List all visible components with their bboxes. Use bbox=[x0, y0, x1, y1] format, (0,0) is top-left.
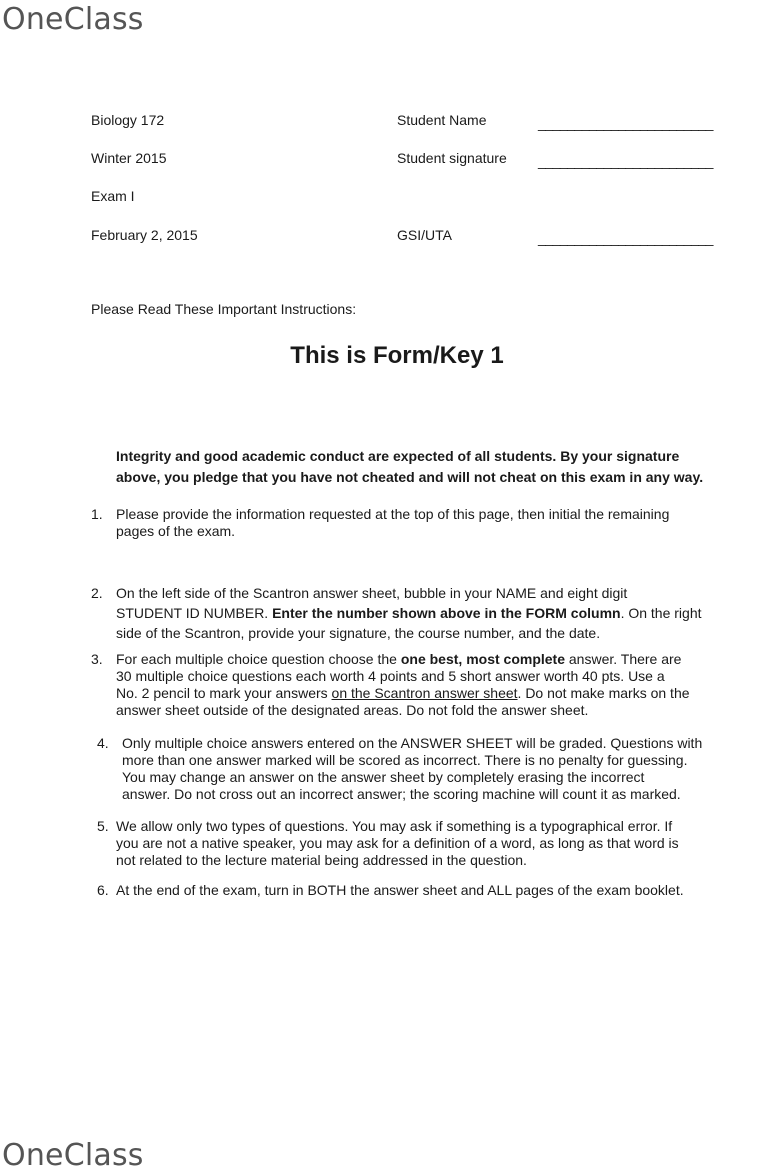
item-text: . Do not make marks on the bbox=[517, 685, 690, 701]
item-line: Only multiple choice answers entered on the ANSWER SHEET will be graded. Questions with bbox=[122, 735, 703, 751]
student-name-label: Student Name bbox=[397, 112, 487, 128]
item-line: 30 multiple choice questions each worth 4 points and 5 short answer worth 40 pts. Use a bbox=[116, 668, 665, 684]
item-number: 5. bbox=[97, 818, 109, 834]
leaf-icon: O bbox=[2, 2, 26, 37]
item-number: 2. bbox=[91, 585, 103, 601]
oneclass-logo-top bbox=[2, 2, 144, 37]
item-line: more than one answer marked will be scored as incorrect. There is no penalty for guessing. bbox=[122, 752, 688, 768]
leaf-icon: O bbox=[2, 1138, 26, 1173]
item-text: STUDENT ID NUMBER. bbox=[116, 605, 273, 621]
item-line: At the end of the exam, turn in BOTH the answer sheet and ALL pages of the exam booklet. bbox=[116, 882, 684, 898]
gsi-label: GSI/UTA bbox=[397, 227, 452, 243]
course-label: Biology 172 bbox=[91, 112, 165, 128]
item-text: No. 2 pencil to mark your answers bbox=[116, 685, 332, 701]
date-label: February 2, 2015 bbox=[91, 227, 198, 243]
item-line: not related to the lecture material being addressed in the question. bbox=[116, 852, 527, 868]
term-label: Winter 2015 bbox=[91, 150, 167, 166]
item-line: side of the Scantron, provide your signature, the course number, and the date. bbox=[116, 625, 601, 641]
item-emphasis: Enter the number shown above in the FORM column bbox=[272, 605, 621, 621]
item-line: you are not a native speaker, you may ask for a definition of a word, as long as that word is bbox=[116, 835, 679, 851]
student-signature-field[interactable]: ________________________ bbox=[538, 153, 713, 169]
item-line: answer. Do not cross out an incorrect answer; the scoring machine will count it as marked. bbox=[122, 786, 681, 802]
item-text: answer. There are bbox=[565, 651, 682, 667]
integrity-line: above, you pledge that you have not cheated and will not cheat on this exam in any way. bbox=[116, 469, 704, 485]
item-line: answer sheet outside of the designated areas. Do not fold the answer sheet. bbox=[116, 702, 589, 718]
item-text: For each multiple choice question choose the bbox=[116, 651, 401, 667]
item-line: You may change an answer on the answer sheet by completely erasing the incorrect bbox=[122, 769, 645, 785]
item-number: 3. bbox=[91, 651, 103, 667]
item-line bbox=[116, 651, 690, 668]
item-emphasis: one best, most complete bbox=[400, 651, 565, 667]
item-underline: on the Scantron answer sheet bbox=[331, 685, 518, 701]
form-key-title: This is Form/Key 1 bbox=[290, 342, 504, 369]
item-line: Please provide the information requested at the top of this page, then initial the remaining bbox=[116, 506, 670, 522]
item-text: . On the right bbox=[620, 605, 702, 621]
gsi-field[interactable]: ________________________ bbox=[538, 230, 713, 246]
item-number: 1. bbox=[91, 506, 103, 522]
student-name-field[interactable]: ________________________ bbox=[538, 115, 713, 131]
instructions-heading: Please Read These Important Instructions: bbox=[91, 301, 357, 317]
item-line: pages of the exam. bbox=[116, 523, 236, 539]
oneclass-logo-bottom bbox=[2, 1138, 144, 1173]
student-signature-label: Student signature bbox=[397, 150, 507, 166]
brand-text: neClass bbox=[25, 1138, 144, 1173]
integrity-line: Integrity and good academic conduct are expected of all students. By your signature bbox=[116, 448, 680, 464]
integrity-statement bbox=[116, 446, 766, 488]
item-line: We allow only two types of questions. You may ask if something is a typographical error. If bbox=[116, 818, 673, 834]
item-line: On the left side of the Scantron answer sheet, bubble in your NAME and eight digit bbox=[116, 585, 628, 601]
exam-label: Exam I bbox=[91, 188, 135, 204]
item-line bbox=[116, 603, 702, 623]
brand-text: neClass bbox=[25, 2, 144, 37]
item-number: 4. bbox=[97, 735, 109, 751]
item-number: 6. bbox=[97, 882, 109, 898]
item-line bbox=[116, 685, 690, 702]
